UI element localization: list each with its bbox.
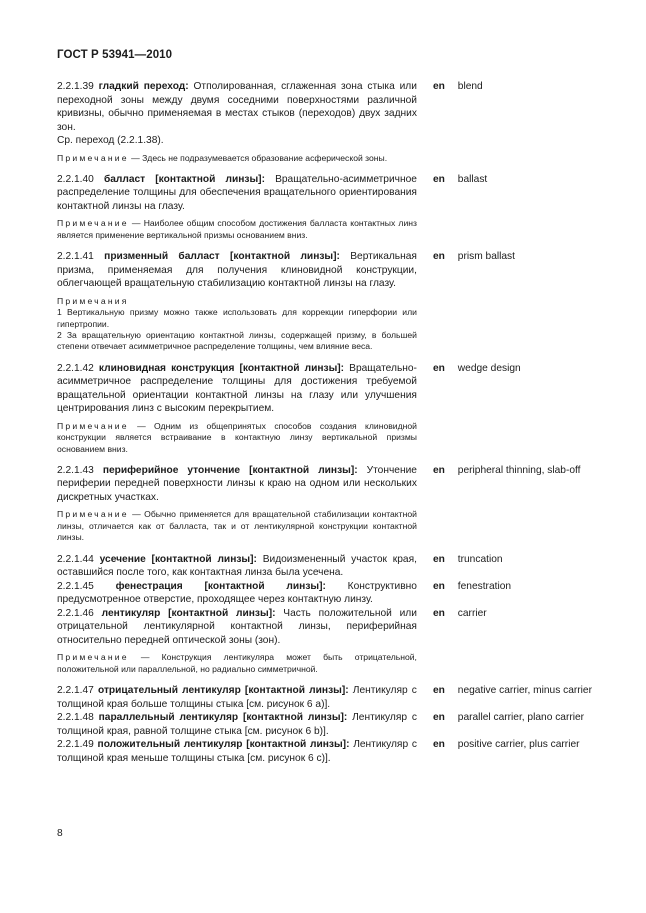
english-equivalent: prism ballast (457, 251, 515, 263)
english-equivalent: carrier (457, 607, 487, 619)
language-code: en (432, 685, 445, 696)
english-equivalent: ballast (457, 173, 488, 185)
term-name: фенестрация [контактной линзы]: (115, 580, 326, 592)
term-definition: 2.2.1.40 балласт [контактной линзы]: Вращательно-асимметричное распределение толщины для обеспечения вращательного ориентирования контактной линзы на глазу. (57, 173, 417, 212)
term-entry (57, 607, 597, 675)
english-equivalent: fenestration (457, 580, 512, 592)
term-note: 1 Вертикальную призму можно также использовать для коррекции гиперфории или гипертропии. (57, 307, 417, 329)
term-name: гладкий переход: (98, 81, 189, 92)
page-number: 8 (57, 828, 63, 839)
term-name: призменный балласт [контактной линзы]: (104, 251, 340, 263)
term-name: отрицательный лентикуляр [контактной линзы]: (97, 685, 349, 696)
term-definition: 2.2.1.44 усечение [контактной линзы]: Видоизмененный участок края, оставшийся после того, как контактная линза была усечена. (57, 553, 417, 579)
term-note: Примечание — Наиболее общим способом достижения балласта контактных линз является применение вертикальной призмы основанием вниз. (57, 218, 417, 240)
language-code: en (432, 580, 445, 592)
notes-heading: Примечания (57, 295, 129, 306)
language-code: en (432, 464, 445, 476)
term-note: 2 За вращательную ориентацию контактной линзы, содержащей призму, в большей степени отвечает асимметричное распределение толщины, чем влияние веса. (57, 329, 417, 352)
terms-list (57, 80, 597, 765)
language-code: en (432, 251, 445, 263)
language-code: en (432, 173, 445, 185)
term-name: периферийное утончение [контактной линзы]: (102, 464, 358, 476)
term-definition: 2.2.1.45 фенестрация [контактной линзы]: Конструктивно предусмотренное отверстие, проходящее через контактную линзу. (57, 580, 417, 606)
english-equivalent: positive carrier, plus carrier (457, 739, 580, 750)
language-code: en (432, 739, 445, 750)
term-entry (57, 684, 597, 711)
language-code: en (432, 362, 445, 374)
term-name: лентикуляр [контактной линзы]: (101, 607, 276, 619)
english-equivalent: truncation (457, 553, 503, 565)
term-definition: 2.2.1.46 лентикуляр [контактной линзы]: Часть положительной или отрицательной лентикулярной контактной линзы, периферийная относительно передней оптической зоны (зон). (57, 607, 417, 646)
term-entry (57, 580, 597, 607)
term-note: Примечание — Здесь не подразумевается образование асферической зоны. (57, 152, 388, 163)
term-definition: 2.2.1.41 призменный балласт [контактной линзы]: Вертикальная призма, применяемая для получения клиновидной конструкции, облегчающей вращательную стабилизацию контактной линзы на глазу. (57, 251, 417, 290)
language-code: en (432, 712, 445, 723)
term-name: клиновидная конструкция [контактной линзы]: (98, 362, 345, 374)
term-name: положительный лентикуляр [контактной линзы]: (97, 739, 350, 750)
document-header: ГОСТ Р 53941—2010 (57, 49, 173, 61)
english-equivalent: peripheral thinning, slab-off (457, 464, 581, 476)
cross-reference: Ср. переход (2.2.1.38). (57, 135, 164, 146)
term-name: балласт [контактной линзы]: (103, 173, 265, 185)
term-entry (57, 738, 597, 765)
english-equivalent: negative carrier, minus carrier (457, 685, 592, 696)
term-note: Примечание — Конструкция лентикуляра может быть отрицательной, положительной или параллельной, но радиально симметричной. (57, 652, 417, 674)
term-definition: 2.2.1.39 гладкий переход: Отполированная, сглаженная зона стыка или переходной зоны между двумя соседними поверхностями различной кривизны, обычно применяемая в местах стыков (переходов) двух задних зон. Ср. переход (2.2.1.38). (57, 81, 417, 146)
english-equivalent: blend (457, 81, 483, 92)
term-entry (57, 711, 597, 738)
language-code: en (432, 607, 445, 619)
term-definition: 2.2.1.48 параллельный лентикуляр [контактной линзы]: Лентикуляр с толщиной края, равной толщине стыка [см. рисунок 6 b)]. (57, 712, 417, 737)
term-entry (57, 362, 597, 455)
term-definition: 2.2.1.43 периферийное утончение [контактной линзы]: Утончение периферии передней поверхности линзы к краю на одном или нескольких дискретных участках. (57, 464, 417, 503)
term-name: усечение [контактной линзы]: (99, 553, 257, 565)
term-entry (57, 173, 597, 241)
term-note: Примечание — Одним из общепринятых способов создания клиновидной конструкции является встраивание в контактную линзу вертикальной призмы основанием вниз. (57, 420, 417, 454)
term-definition: 2.2.1.47 отрицательный лентикуляр [контактной линзы]: Лентикуляр с толщиной края больше толщины стыка [см. рисунок 6 а)]. (57, 685, 417, 710)
term-note: Примечание — Обычно применяется для вращательной стабилизации контактной линзы, отличается как от балласта, так и от лентикулярной конструкции контактной линзы. (57, 509, 417, 543)
language-code: en (432, 553, 445, 565)
term-entry (57, 80, 597, 164)
term-entry (57, 464, 597, 544)
term-definition: 2.2.1.49 положительный лентикуляр [контактной линзы]: Лентикуляр с толщиной края меньше толщины стыка [см. рисунок 6 с)]. (57, 739, 417, 764)
term-definition: 2.2.1.42 клиновидная конструкция [контактной линзы]: Вращательно-асимметричное распределение толщины для достижения требуемой вращательной ориентации контактной линзы на глазу или улучшения центрирования линз с высоким перекрытием. (57, 362, 417, 415)
language-code: en (432, 81, 445, 92)
english-equivalent: parallel carrier, plano carrier (457, 712, 585, 723)
term-entry (57, 250, 597, 353)
english-equivalent: wedge design (457, 362, 521, 374)
term-name: параллельный лентикуляр [контактной линзы]: (98, 712, 348, 723)
term-entry (57, 553, 597, 580)
